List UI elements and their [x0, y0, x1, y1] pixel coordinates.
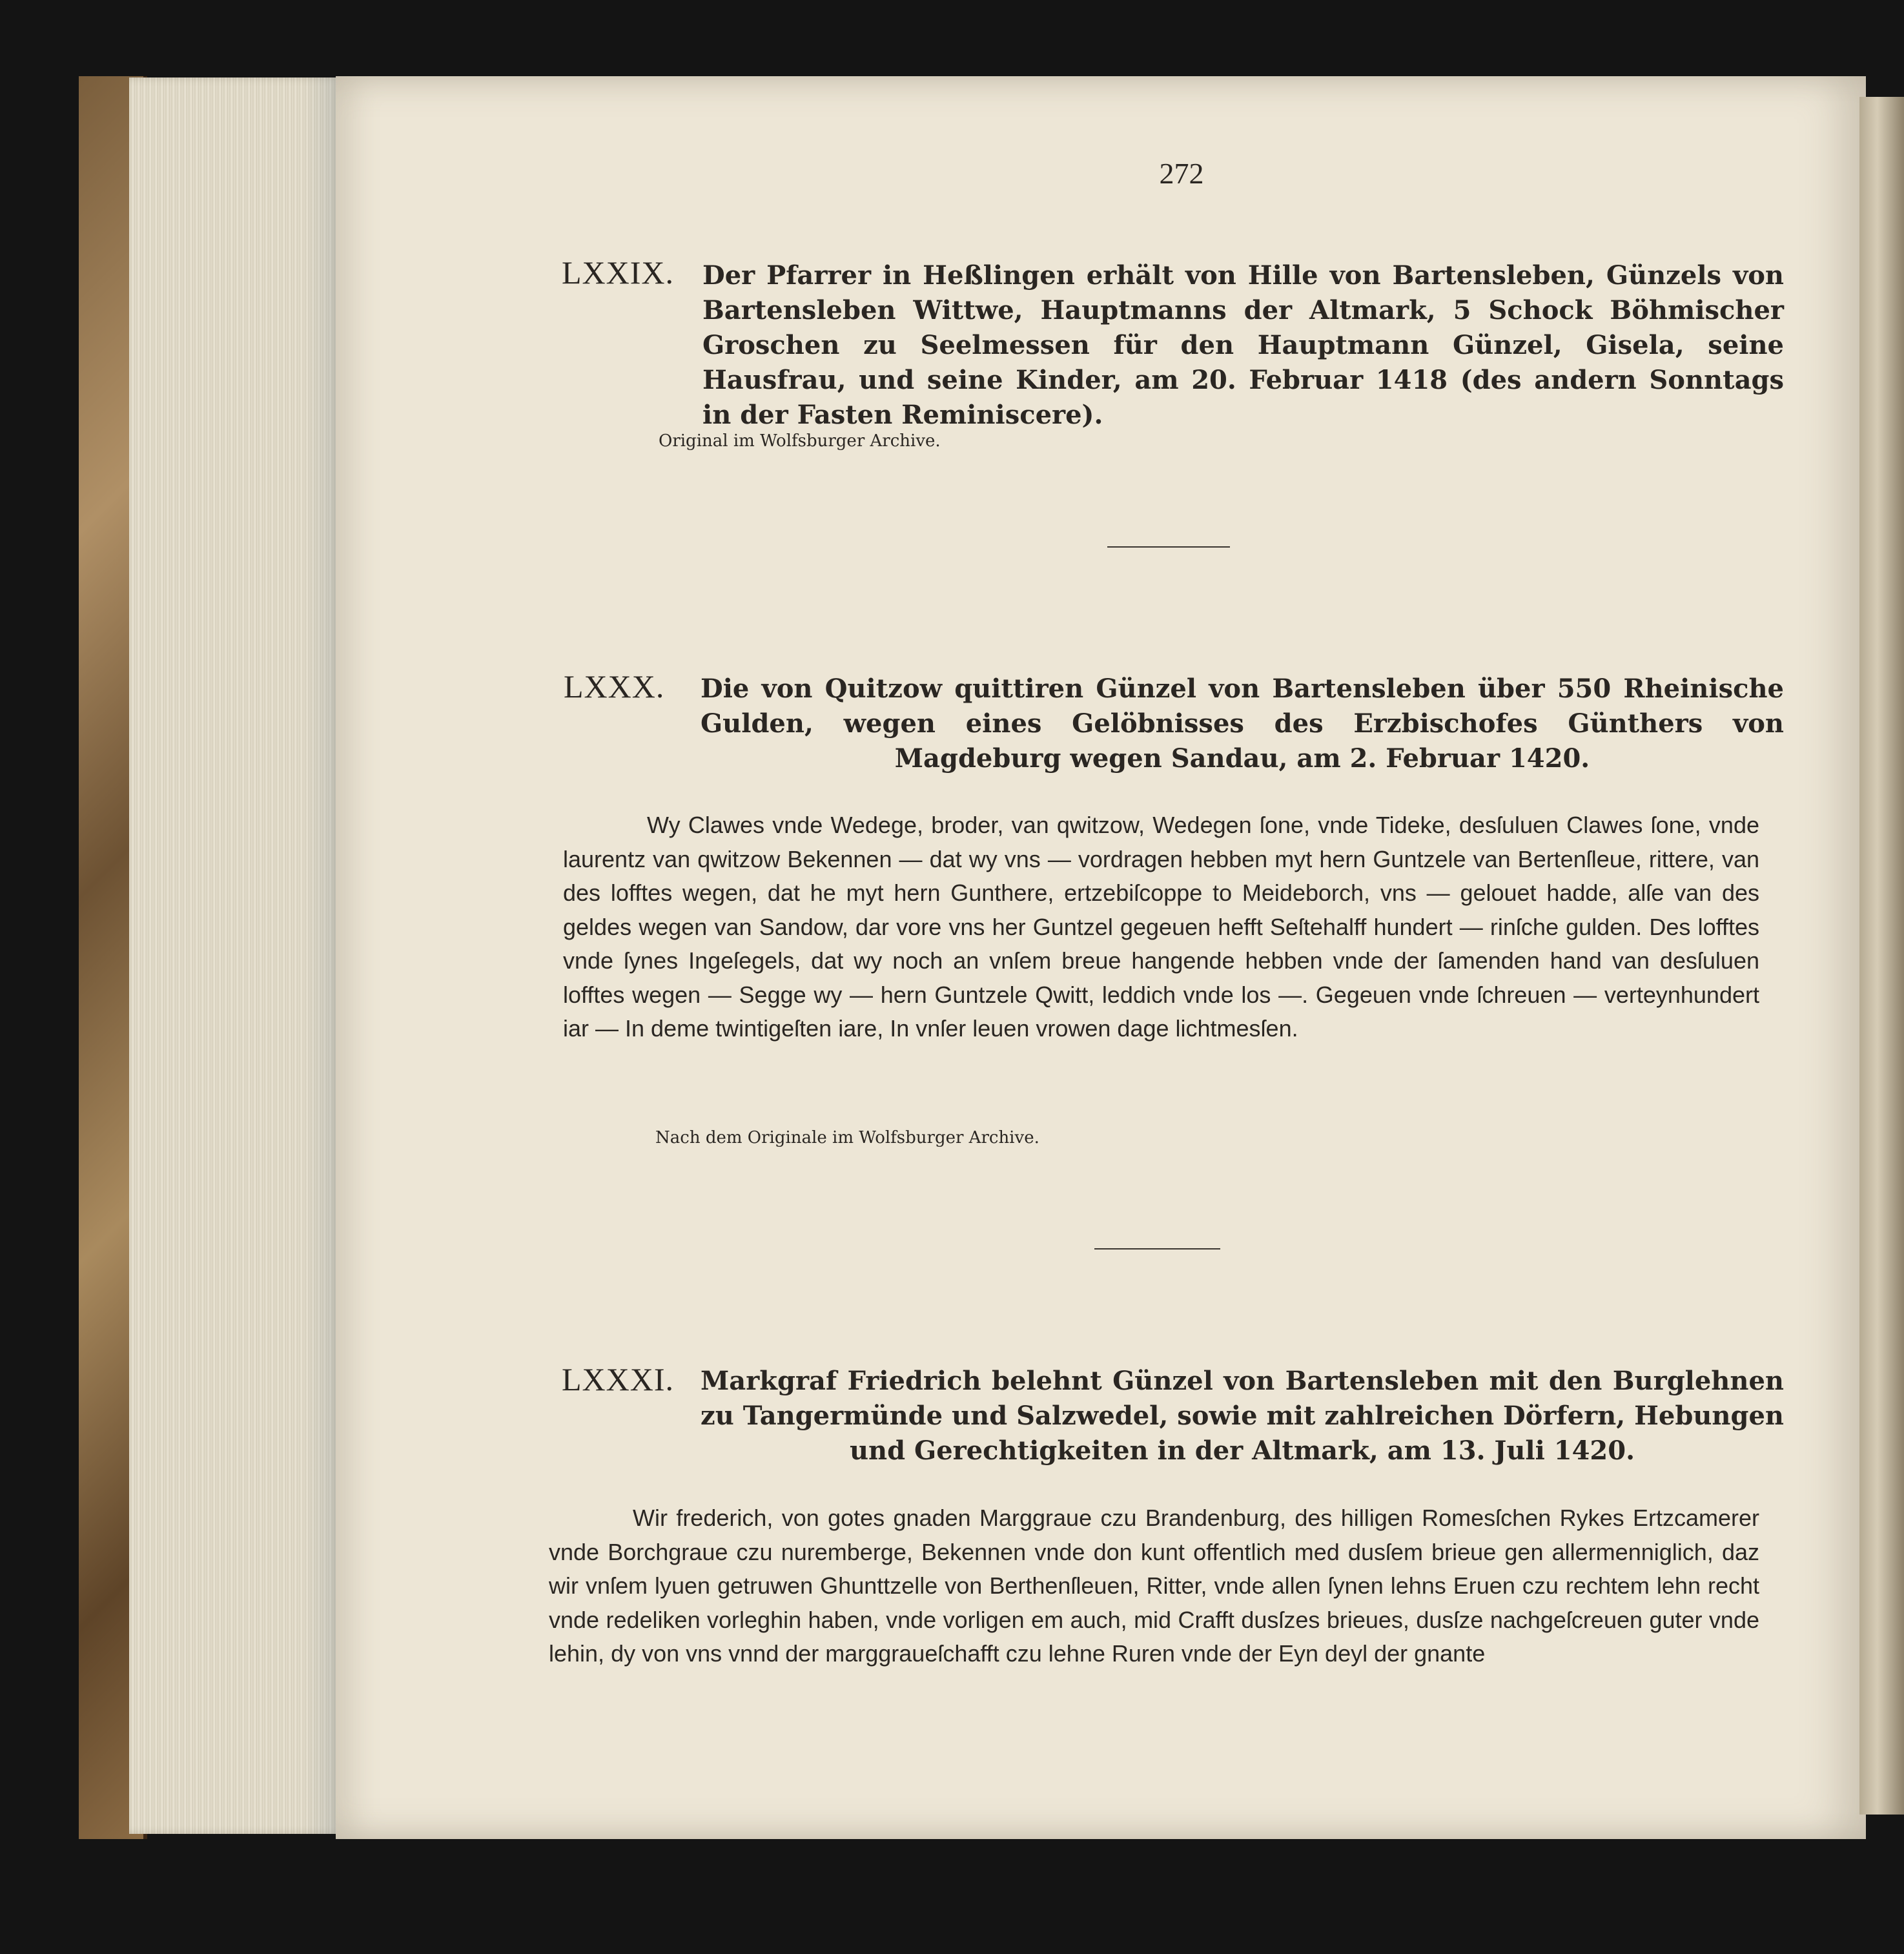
document-body-81 — [549, 1501, 1759, 1671]
document-number-81: LXXXI. — [562, 1361, 675, 1397]
page-number: 272 — [1159, 157, 1204, 190]
document-number-79: LXXIX. — [562, 254, 675, 291]
document-heading-79: Der Pfarrer in Heßlingen erhält von Hille von Bartensleben, Günzels von Bartensleben Wittwe, Hauptmanns der Altmark, 5 Schock Böhmischer Groschen zu Seelmessen für den Hauptmann Günzel, Gisela, seine Hausfrau, und seine Kinder, am 20. Februar 1418 (des andern Sonntags in der Fasten Reminiscere). — [702, 260, 1784, 430]
document-body-80 — [563, 808, 1759, 1046]
document-heading-81: Markgraf Friedrich belehnt Günzel von Bartensleben mit den Burglehnen zu Tangermünde und Salzwedel, sowie mit zahlreichen Dörfern, Hebungen und Gerechtigkeiten in der Altmark, am 13. Juli 1420. — [701, 1366, 1784, 1466]
section-divider-2 — [1094, 1248, 1220, 1250]
document-source-80: Nach dem Originale im Wolfsburger Archive. — [655, 1128, 1039, 1147]
document-heading-80: Die von Quitzow quittiren Günzel von Bartensleben über 550 Rheinische Gulden, wegen eines Gelöbnisses des Erzbischofes Günthers von Magdeburg wegen Sandau, am 2. Februar 1420. — [701, 674, 1784, 774]
facing-page-edge — [1859, 97, 1904, 1815]
document-body-81-text: Wir frederich, von gotes gnaden Marggraue czu Brandenburg, des hilligen Romesſchen Rykes Ertzcamerer vnde Borchgraue czu nuremberge, Bekennen vnde don kunt offentlich med dusſem brieue gen allermenniglich, daz wir vnſem lyuen getruwen Ghunttzelle von Berthenſleuen, Ritter, vnde allen ſynen lehns Eruen czu rechtem lehn recht vnde redeliken vorleghin haben, vnde vorligen em auch, mid Crafft dusſzes brieues, dusſze nachgeſcreuen guter vnde lehin, dy von vns vnnd der marggraueſchafft czu lehne Ruren vnde der Eyn deyl der gnante — [549, 1505, 1759, 1667]
document-body-80-text: Wy Clawes vnde Wedege, broder, van qwitzow, Wedegen ſone, vnde Tideke, desſuluen Clawes ſone, vnde laurentz van qwitzow Bekennen — dat wy vns — vordragen hebben myt hern Guntzele van Bertenſleue, rittere, van des lofftes wegen, dat he myt hern Gunthere, ertzebiſcoppe to Meideborch, vns — gelouet hadde, alſe van des geldes wegen van Sandow, dar vore vns her Guntzel gegeuen hefft Seſtehalff hundert — rinſche gulden. Des lofftes vnde ſynes Ingeſegels, dat wy noch an vnſem breue hangende hebben vnde der ſamenden hand van desſuluen lofftes wegen — Segge wy — hern Guntzele Qwitt, leddich vnde los —. Gegeuen vnde ſchreuen — verteynhundert iar — In deme twintigeſten iare, In vnſer leuen vrowen dage lichtmesſen. — [563, 812, 1759, 1042]
document-source-79: Original im Wolfsburger Archive. — [659, 431, 941, 451]
section-divider-1 — [1107, 546, 1230, 548]
document-number-80: LXXX. — [564, 668, 665, 704]
